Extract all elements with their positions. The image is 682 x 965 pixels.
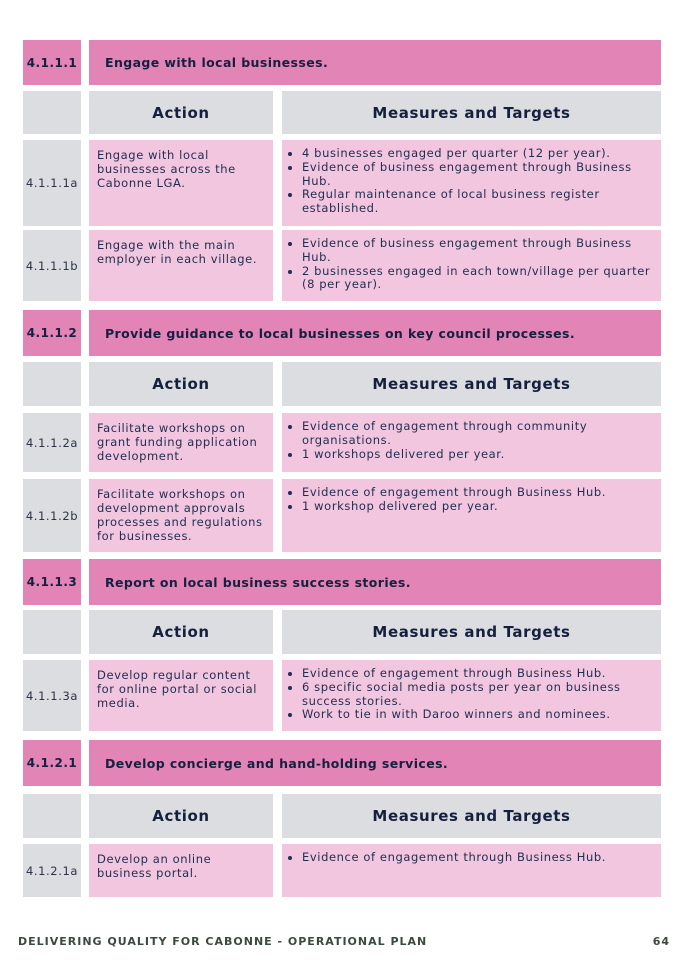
header-blank-cell bbox=[22, 609, 82, 655]
row-action: Engage with the main employer in each village. bbox=[88, 229, 274, 302]
row-code: 4.1.1.1b bbox=[22, 229, 82, 302]
section-code: 4.1.1.3 bbox=[22, 558, 82, 606]
measure-item: • 1 workshop delivered per year. bbox=[302, 500, 655, 514]
row-code: 4.1.1.2a bbox=[22, 412, 82, 473]
measures-column-header: Measures and Targets bbox=[281, 609, 662, 655]
header-blank-cell bbox=[22, 793, 82, 839]
measures-column-header: Measures and Targets bbox=[281, 793, 662, 839]
section-code: 4.1.1.1 bbox=[22, 39, 82, 86]
row-action: Engage with local businesses across the Cabonne LGA. bbox=[88, 139, 274, 227]
section-code: 4.1.2.1 bbox=[22, 739, 82, 787]
measure-item: • Work to tie in with Daroo winners and nominees. bbox=[302, 708, 655, 722]
row-code: 4.1.1.3a bbox=[22, 659, 82, 732]
action-column-header: Action bbox=[88, 609, 274, 655]
row-code: 4.1.1.2b bbox=[22, 478, 82, 553]
section-title: Develop concierge and hand-holding services. bbox=[88, 739, 662, 787]
measures-column-header: Measures and Targets bbox=[281, 90, 662, 135]
header-blank-cell bbox=[22, 90, 82, 135]
measure-item: • Evidence of engagement through Business Hub. bbox=[302, 667, 655, 681]
page-number: 64 bbox=[652, 935, 670, 948]
row-action: Facilitate workshops on development approvals processes and regulations for businesses. bbox=[88, 478, 274, 553]
footer-title: DELIVERING QUALITY FOR CABONNE - OPERATIONAL PLAN bbox=[18, 935, 428, 948]
row-measures bbox=[281, 478, 662, 553]
measure-item: • 1 workshops delivered per year. bbox=[302, 448, 655, 462]
measures-column-header: Measures and Targets bbox=[281, 361, 662, 407]
measure-item: • Evidence of engagement through Business Hub. bbox=[302, 851, 655, 865]
measure-item: • 2 businesses engaged in each town/village per quarter (8 per year). bbox=[302, 265, 655, 293]
section-title: Engage with local businesses. bbox=[88, 39, 662, 86]
row-code: 4.1.2.1a bbox=[22, 843, 82, 898]
row-measures bbox=[281, 412, 662, 473]
section-title: Report on local business success stories. bbox=[88, 558, 662, 606]
measure-item: • Evidence of engagement through Business Hub. bbox=[302, 486, 655, 500]
measure-item: • Evidence of business engagement through Business Hub. bbox=[302, 237, 655, 265]
action-column-header: Action bbox=[88, 90, 274, 135]
section-title: Provide guidance to local businesses on key council processes. bbox=[88, 309, 662, 357]
header-blank-cell bbox=[22, 361, 82, 407]
row-action: Develop regular content for online portal or social media. bbox=[88, 659, 274, 732]
measure-item: • Evidence of business engagement through Business Hub. bbox=[302, 161, 655, 189]
measure-item: • 4 businesses engaged per quarter (12 per year). bbox=[302, 147, 655, 161]
measure-item: • Regular maintenance of local business register established. bbox=[302, 188, 655, 216]
section-code: 4.1.1.2 bbox=[22, 309, 82, 357]
row-measures bbox=[281, 139, 662, 227]
row-measures bbox=[281, 843, 662, 898]
action-column-header: Action bbox=[88, 361, 274, 407]
row-measures bbox=[281, 659, 662, 732]
row-action: Develop an online business portal. bbox=[88, 843, 274, 898]
measure-item: • Evidence of engagement through community organisations. bbox=[302, 420, 655, 448]
row-measures bbox=[281, 229, 662, 302]
row-action: Facilitate workshops on grant funding application development. bbox=[88, 412, 274, 473]
measure-item: • 6 specific social media posts per year on business success stories. bbox=[302, 681, 655, 709]
row-code: 4.1.1.1a bbox=[22, 139, 82, 227]
action-column-header: Action bbox=[88, 793, 274, 839]
